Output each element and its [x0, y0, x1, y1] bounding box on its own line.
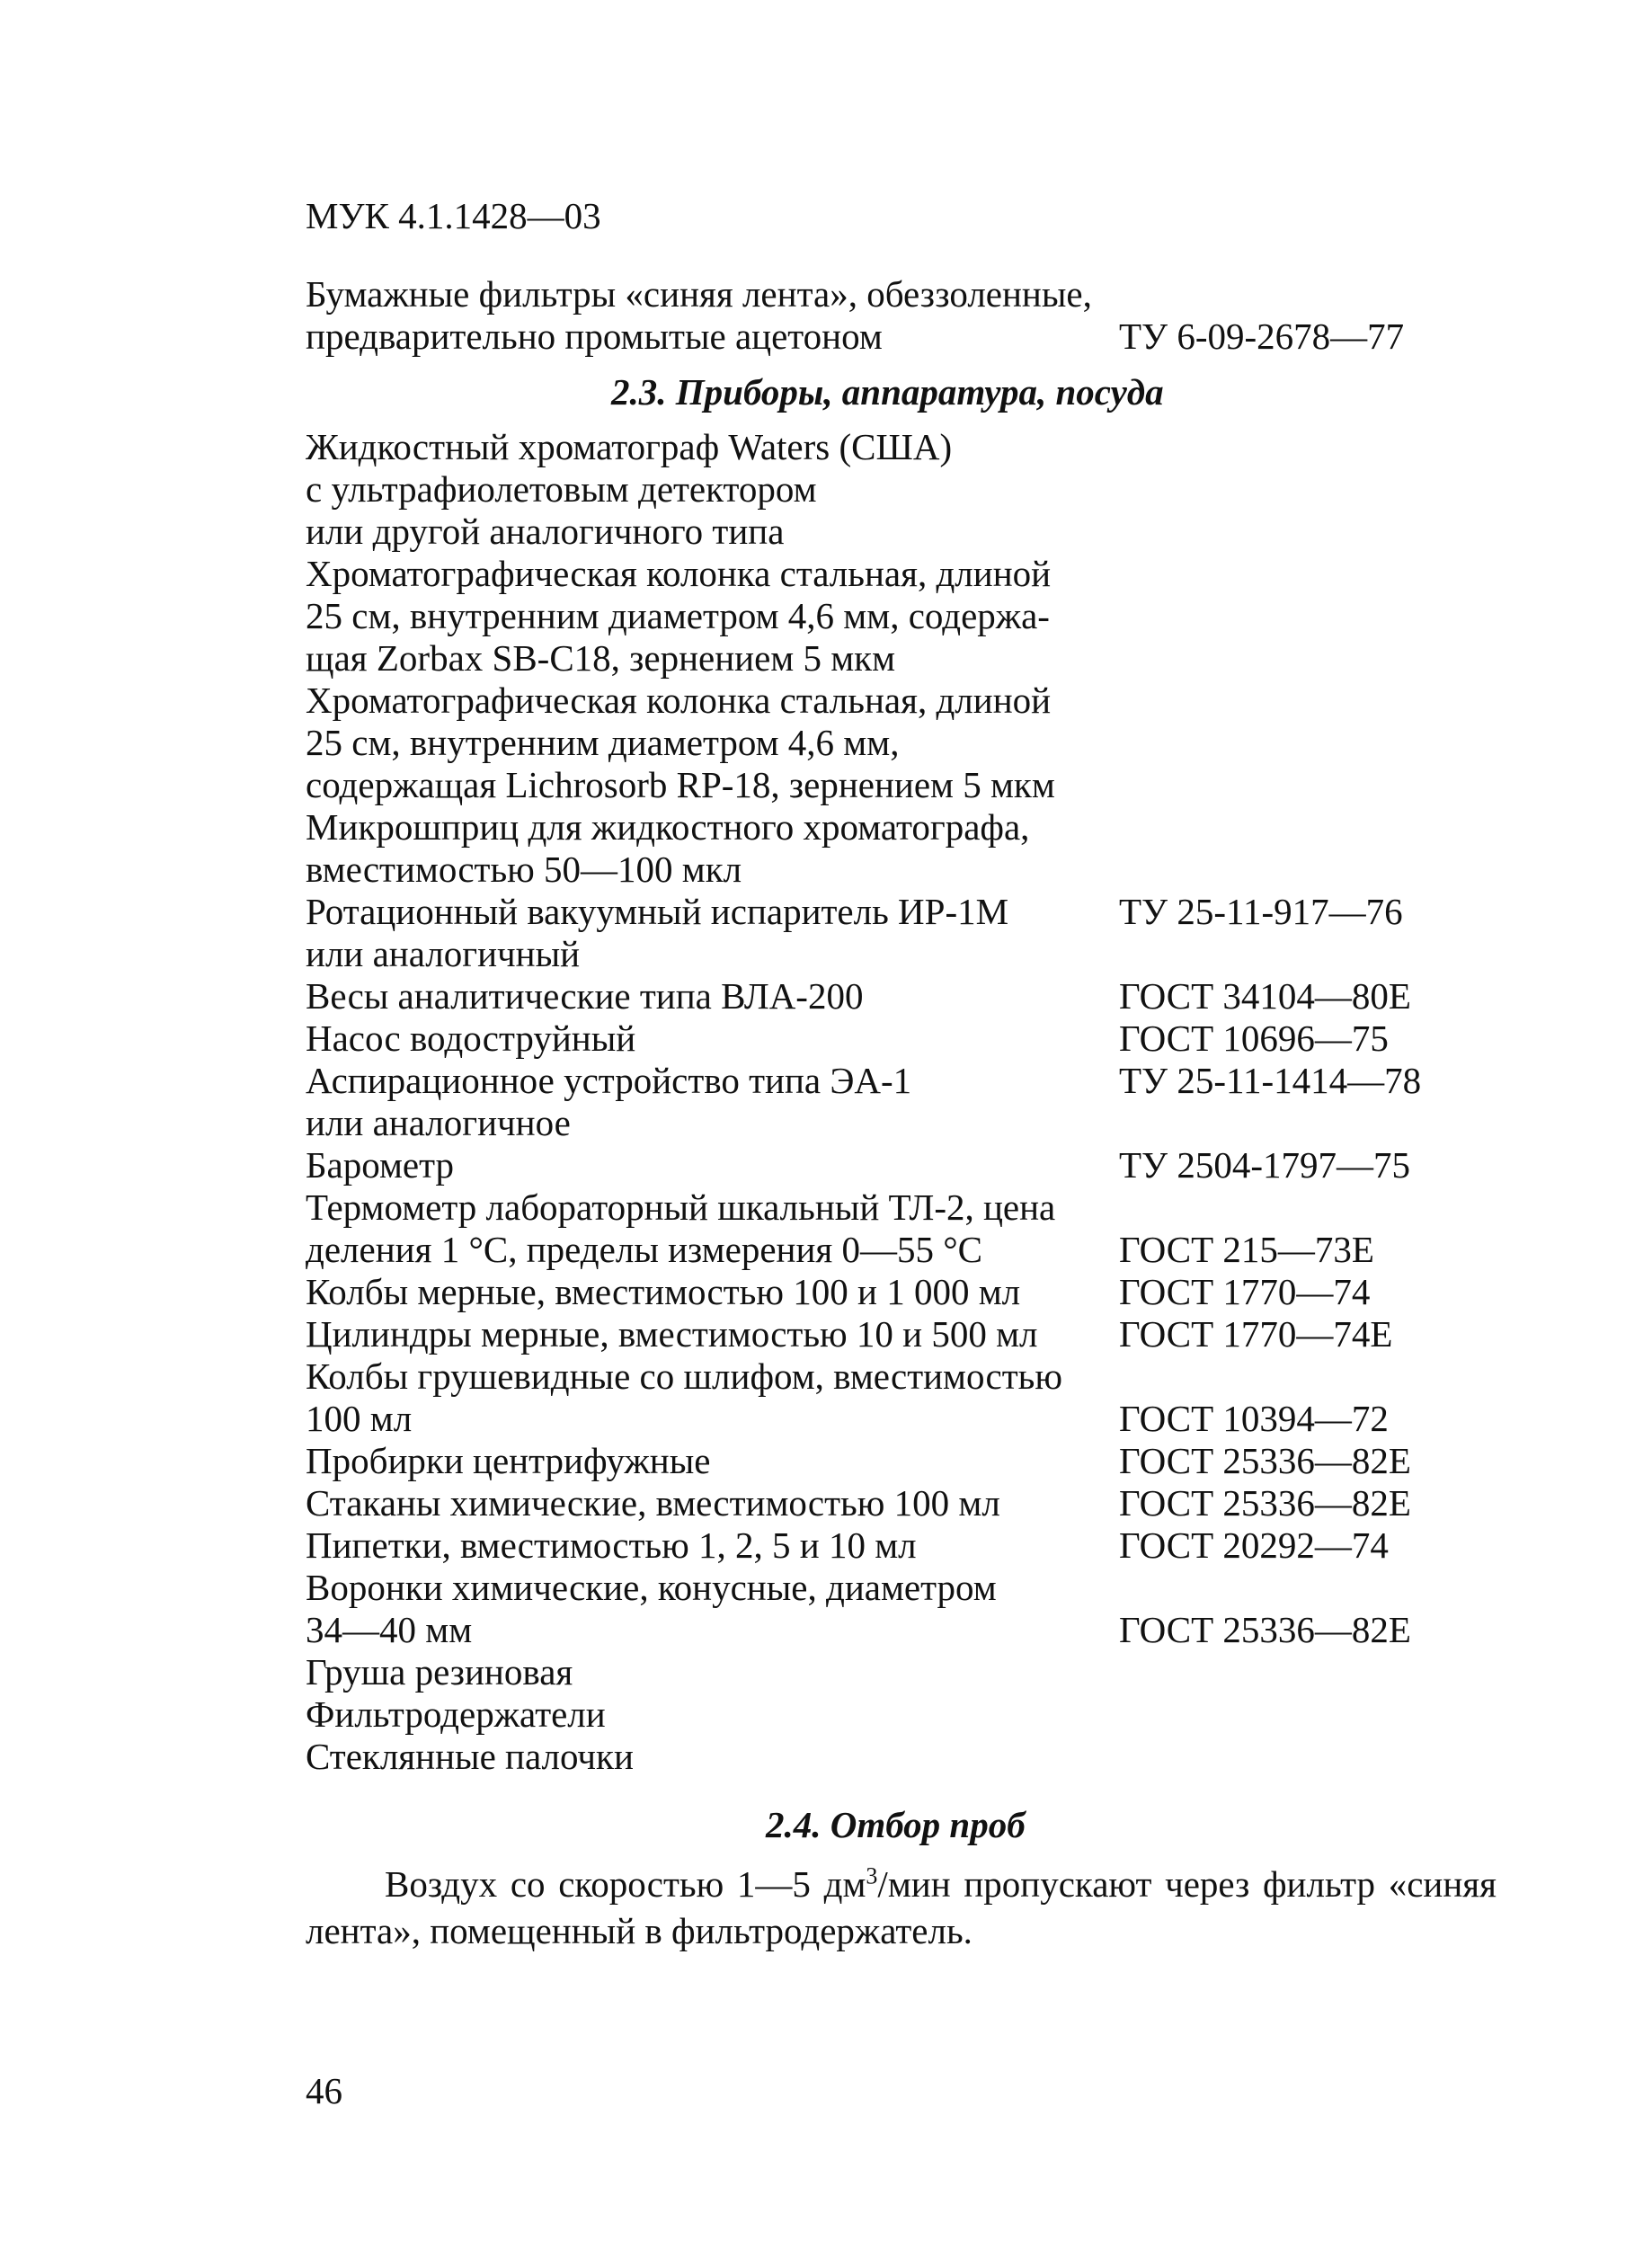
- list-item: [306, 891, 1501, 975]
- item-text: Колбы грушевидные со шлифом, вместимостью 100 мл: [306, 1355, 1062, 1439]
- list-item: [306, 680, 1501, 806]
- item-text: Стаканы химические, вместимостью 100 мл: [306, 1482, 1000, 1524]
- item-text: Фильтродержатели: [306, 1693, 606, 1735]
- item-text: Воронки химические, конусные, диаметром 34—40 мм: [306, 1567, 997, 1650]
- item-standard: ТУ 25-11-1414—78: [1119, 1060, 1422, 1101]
- item-standard: ГОСТ 25336—82Е: [1119, 1440, 1411, 1481]
- item-text: Насос водоструйный: [306, 1017, 636, 1059]
- item-text: Хроматографическая колонка стальная, длиной 25 см, внутренним диаметром 4,6 мм, содержащая Lichrosorb RP-18, зернением 5 мкм: [306, 680, 1055, 805]
- item-standard: ГОСТ 10394—72: [1119, 1398, 1389, 1439]
- list-item: [306, 1186, 1501, 1271]
- section-heading-2-4: 2.4. Отбор проб: [766, 1804, 1026, 1845]
- list-item: [306, 1440, 1501, 1482]
- page-body: [306, 273, 1501, 1954]
- item-text: Жидкостный хроматограф Waters (США) с ультрафиолетовым детектором или другой аналогичного типа: [306, 426, 953, 552]
- item-text: Термометр лабораторный шкальный ТЛ-2, цена деления 1 °С, пределы измерения 0—55 °С: [306, 1186, 1056, 1270]
- item-standard: ГОСТ 20292—74: [1119, 1524, 1389, 1566]
- list-item: [306, 426, 1501, 553]
- item-standard: ТУ 25-11-917—76: [1119, 891, 1403, 932]
- list-item: [306, 1736, 1501, 1778]
- list-item: [306, 1144, 1501, 1186]
- list-item: [306, 1651, 1501, 1693]
- item-standard: ГОСТ 1770—74Е: [1119, 1313, 1393, 1355]
- list-item: [306, 975, 1501, 1017]
- page-number: 46: [306, 2070, 342, 2111]
- list-item: [306, 1567, 1501, 1651]
- document-code: МУК 4.1.1428—03: [306, 195, 601, 236]
- list-item: [306, 1017, 1501, 1060]
- list-item: [306, 1271, 1501, 1313]
- item-text: Стеклянные палочки: [306, 1736, 634, 1777]
- list-item: [306, 806, 1501, 891]
- item-text: Цилиндры мерные, вместимостью 10 и 500 мл: [306, 1313, 1038, 1355]
- item-standard: ГОСТ 25336—82Е: [1119, 1482, 1411, 1524]
- list-item: [306, 1060, 1501, 1144]
- list-item: [306, 1524, 1501, 1567]
- item-text: Аспирационное устройство типа ЭА-1 или аналогичное: [306, 1060, 912, 1143]
- item-text: Колбы мерные, вместимостью 100 и 1 000 мл: [306, 1271, 1021, 1312]
- paragraph-text-end: /мин пропускают через фильтр «синяя лента», помещенный в фильтродержатель.: [306, 1863, 1497, 1951]
- item-text: Весы аналитические типа ВЛА-200: [306, 975, 864, 1017]
- item-text: Груша резиновая: [306, 1651, 573, 1693]
- item-text: Хроматографическая колонка стальная, длиной 25 см, внутренним диаметром 4,6 мм, содержа- щая Zorbax SB-C18, зернением 5 мкм: [306, 553, 1052, 679]
- item-standard: ТУ 6-09-2678—77: [1119, 315, 1405, 357]
- paragraph-text-start: Воздух со скоростью 1—5 дм: [385, 1863, 866, 1905]
- sampling-paragraph: [306, 1861, 1497, 1954]
- item-standard: ГОСТ 34104—80Е: [1119, 975, 1411, 1017]
- item-standard: ГОСТ 10696—75: [1119, 1017, 1389, 1059]
- item-text: Бумажные фильтры «синяя лента», обеззоленные, предварительно промытые ацетоном: [306, 273, 1092, 357]
- item-text: Микрошприц для жидкостного хроматографа, вместимостью 50—100 мкл: [306, 806, 1030, 890]
- superscript-exponent: 3: [866, 1862, 878, 1889]
- list-item: [306, 1355, 1501, 1440]
- item-text: Пипетки, вместимостью 1, 2, 5 и 10 мл: [306, 1524, 917, 1566]
- section-heading-2-3: 2.3. Приборы, аппаратура, посуда: [611, 371, 1164, 413]
- list-item: [306, 1313, 1501, 1355]
- item-text: Пробирки центрифужные: [306, 1440, 711, 1481]
- item-standard: ГОСТ 25336—82Е: [1119, 1609, 1411, 1650]
- list-item: [306, 273, 1501, 358]
- equipment-list: [306, 426, 1501, 1778]
- list-item: [306, 1482, 1501, 1524]
- item-standard: ГОСТ 1770—74: [1119, 1271, 1371, 1312]
- item-standard: ГОСТ 215—73Е: [1119, 1229, 1374, 1270]
- item-text: Барометр: [306, 1144, 455, 1186]
- list-item: [306, 1693, 1501, 1736]
- item-text: Ротационный вакуумный испаритель ИР-1М или аналогичный: [306, 891, 1009, 974]
- item-standard: ТУ 2504-1797—75: [1119, 1144, 1410, 1186]
- list-item: [306, 553, 1501, 680]
